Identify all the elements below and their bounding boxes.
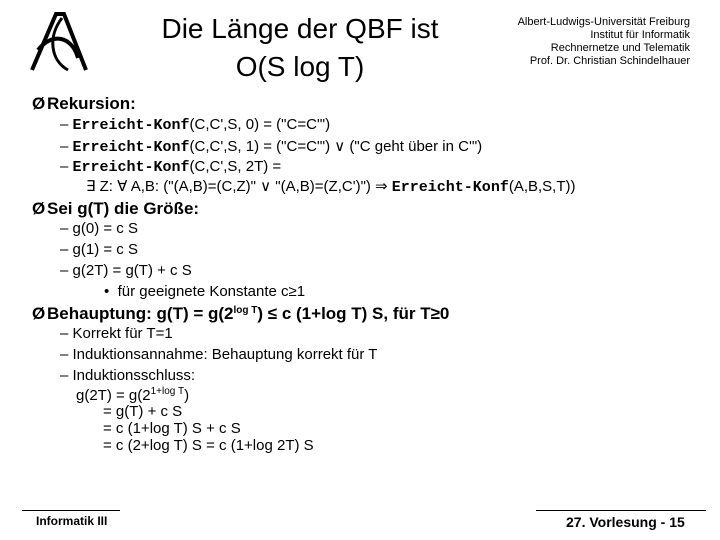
function-name: Erreicht-Konf <box>72 159 190 176</box>
recursion-line-3: – Erreicht-Konf(C,C',S, 2T) = <box>60 158 282 176</box>
claim-text-end: ) ≤ c (1+log T) S, für T≥0 <box>257 304 450 323</box>
bullet-size <box>32 199 199 219</box>
claim-exponent: log T <box>233 305 258 316</box>
recursion-line-4-tail: (A,B,S,T)) <box>508 178 576 195</box>
title-line-2: O(S log T) <box>235 51 365 82</box>
quantifier-text: ∃ Z: ∀ A,B: ("(A,B)=(C,Z)" ∨ "(A,B)=(Z,C')") ⇒ <box>86 178 392 195</box>
footer-course: Informatik III <box>36 514 108 528</box>
equation-line-1 <box>76 386 189 404</box>
function-name: Erreicht-Konf <box>391 179 509 196</box>
g1-line: – g(1) = c S <box>60 241 138 258</box>
size-label: Sei g(T) die Größe: <box>47 199 200 218</box>
g1-text: g(1) = c S <box>72 241 138 258</box>
annahme-text: Induktionsannahme: Behauptung korrekt für T <box>72 346 378 363</box>
footer-divider-left <box>22 510 120 511</box>
arrow-bullet-icon: Ø <box>32 304 46 323</box>
arrow-bullet-icon: Ø <box>32 94 46 113</box>
constant-note-text: für geeignete Konstante c≥1 <box>117 283 306 300</box>
footer-page: 27. Vorlesung - 15 <box>566 514 685 530</box>
eq1-start: g(2T) = g(2 <box>76 387 151 404</box>
function-name: Erreicht-Konf <box>72 117 190 134</box>
g0-text: g(0) = c S <box>72 220 138 237</box>
footer-divider-right <box>536 510 706 511</box>
institution-line-1: Albert-Ludwigs-Universität Freiburg <box>517 16 690 28</box>
equation-line-4: = c (2+log T) S = c (1+log 2T) S <box>103 437 314 454</box>
institution-line-3: Rechnernetze und Telematik <box>550 42 690 54</box>
korrekt-text: Korrekt für T=1 <box>72 325 173 342</box>
eq1-end: ) <box>184 387 190 404</box>
recursion-line-3-text: (C,C',S, 2T) = <box>189 158 282 175</box>
institution-block <box>518 16 690 68</box>
equation-line-3: = c (1+log T) S + c S <box>103 420 241 437</box>
korrekt-line: – Korrekt für T=1 <box>60 325 173 342</box>
bullet-claim <box>32 304 449 324</box>
schluss-line: – Induktionsschluss: <box>60 367 196 384</box>
g2-text: g(2T) = g(T) + c S <box>72 262 192 279</box>
recursion-line-2-text: (C,C',S, 1) = ("C=C'") ∨ ("C geht über in C'") <box>189 138 483 155</box>
eq1-exponent: 1+log T <box>150 386 185 397</box>
bullet-rekursion <box>32 94 136 114</box>
slide-title <box>135 10 465 86</box>
recursion-line-1-text: (C,C',S, 0) = ("C=C'") <box>189 116 331 133</box>
constant-note: • für geeignete Konstante c≥1 <box>104 283 306 300</box>
claim-text-start: Behauptung: g(T) = g(2 <box>47 304 234 323</box>
g0-line: – g(0) = c S <box>60 220 138 237</box>
title-line-1: Die Länge der QBF ist <box>161 13 439 44</box>
annahme-line: – Induktionsannahme: Behauptung korrekt für T <box>60 346 378 363</box>
schluss-text: Induktionsschluss: <box>72 367 196 384</box>
institution-line-4: Prof. Dr. Christian Schindelhauer <box>529 55 690 67</box>
equation-line-2: = g(T) + c S <box>103 403 183 420</box>
institution-line-2: Institut für Informatik <box>590 29 690 41</box>
recursion-line-2: – Erreicht-Konf(C,C',S, 1) = ("C=C'") ∨ ("C geht über in C'") <box>60 138 483 156</box>
g2-line: – g(2T) = g(T) + c S <box>60 262 192 279</box>
recursion-line-1: – Erreicht-Konf(C,C',S, 0) = ("C=C'") <box>60 116 331 134</box>
university-logo-icon <box>28 10 90 74</box>
rekursion-label: Rekursion: <box>47 94 136 113</box>
recursion-line-4 <box>86 177 576 196</box>
arrow-bullet-icon: Ø <box>32 199 46 218</box>
function-name: Erreicht-Konf <box>72 139 190 156</box>
